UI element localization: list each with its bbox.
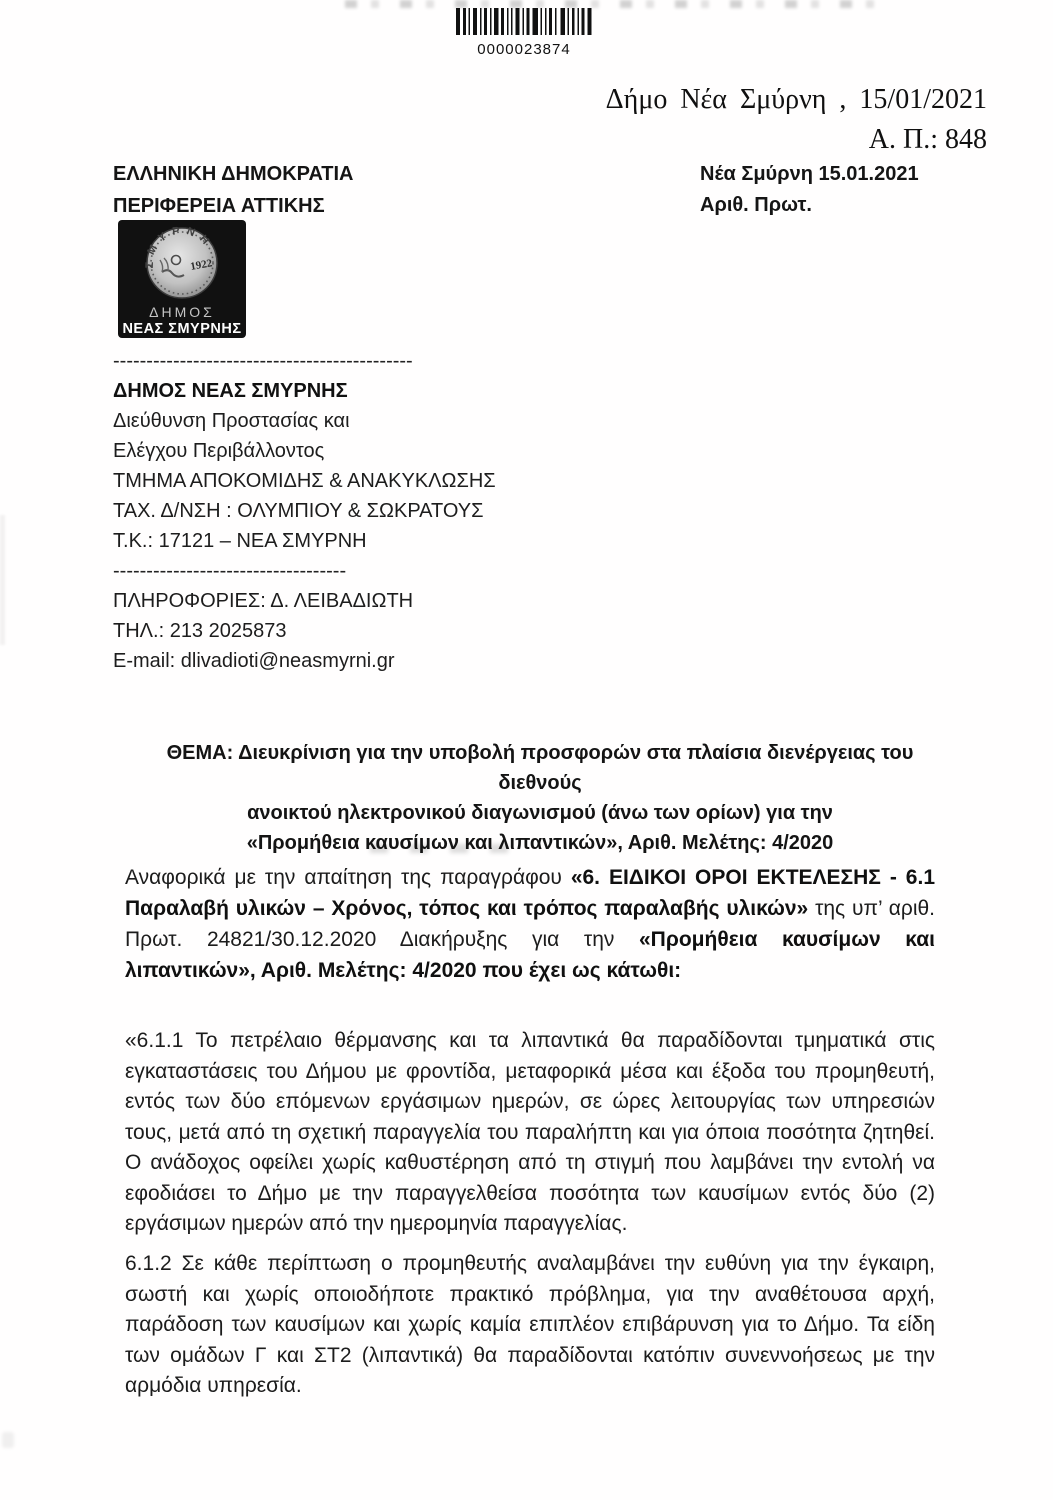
sender-directorate-line-2: Ελέγχου Περιβάλλοντος — [113, 440, 325, 462]
header-left-block — [113, 158, 354, 222]
subject-line-1: ΘΕΜΑ: Διευκρίνιση για την υποβολή προσφορών στα πλαίσια διενέργειας του διεθνούς — [166, 742, 914, 794]
header-protocol-label: Αριθ. Πρωτ. — [700, 194, 812, 216]
scan-artifact-top — [345, 0, 875, 8]
sender-department-line: ΤΜΗΜΑ ΑΠΟΚΟΜΙΔΗΣ & ΑΝΑΚΥΚΛΩΣΗΣ — [113, 470, 496, 492]
header-right-block — [700, 159, 919, 221]
barcode-icon — [456, 8, 593, 35]
subject-line-3: «Προμήθεια καυσίμων και λιπαντικών», Αριθ. Μελέτης: 4/2020 — [246, 832, 834, 854]
scan-artifact-bottom-left — [2, 1432, 14, 1448]
subject-line-2: ανοικτού ηλεκτρονικού διαγωνισμού (άνω των ορίων) για την — [247, 802, 833, 824]
logo-caption-neas-smyrnis: ΝΕΑΣ ΣΜΥΡΝΗΣ — [122, 321, 242, 337]
barcode-block — [450, 8, 598, 58]
attica-region-line: ΠΕΡΙΦΕΡΕΙΑ ΑΤΤΙΚΗΣ — [113, 195, 325, 217]
coin-emblem-icon — [118, 220, 246, 338]
sender-directorate-line-1: Διεύθυνση Προστασίας και — [113, 410, 350, 432]
contact-phone-line: ΤΗΛ.: 213 2025873 — [113, 620, 287, 642]
divider-top: --------------------------------------------- — [113, 350, 413, 372]
scan-artifact-left-edge — [0, 515, 5, 645]
divider-bottom: ----------------------------------- — [113, 560, 347, 582]
barcode-number: 0000023874 — [477, 41, 571, 58]
intro-text-mid: της υπ’ αριθ. Πρωτ. 24821/30.12.2020 Διακήρυξης για την — [125, 897, 935, 951]
stamp-date-line: Δήμο Νέα Σμύρνη , 15/01/2021 — [605, 84, 987, 115]
subject-block — [150, 738, 930, 858]
sender-address-line: ΤΑΧ. Δ/ΝΣΗ : ΟΛΥΜΠΙΟΥ & ΣΩΚΡΑΤΟΥΣ — [113, 500, 484, 522]
sender-postal-line: Τ.Κ.: 17121 – ΝΕΑ ΣΜΥΡΝΗ — [113, 530, 367, 552]
sender-name: ΔΗΜΟΣ ΝΕΑΣ ΣΜΥΡΝΗΣ — [113, 380, 348, 402]
intro-text-bold-title: «Προμήθεια καυσίμων και λιπαντικών», Αριθ. Μελέτης: 4/2020 που έχει ως κάτωθι: — [125, 928, 935, 982]
intro-text-pre: Αναφορικά με την απαίτηση της παραγράφου — [125, 866, 571, 889]
contact-info-line: ΠΛΗΡΟΦΟΡΙΕΣ: Δ. ΛΕΙΒΑΔΙΩΤΗ — [113, 590, 414, 612]
paragraph-6-1-2: 6.1.2 Σε κάθε περίπτωση ο προμηθευτής αναλαμβάνει την ευθύνη για την έγκαιρη, σωστή και χωρίς οποιοδήποτε πρακτικό πρόβλημα, για την αναθέτουσα αρχή, παράδοση των καυσίμων και χωρίς καμία επιπλέον επιβάρυνση για το Δήμο. Τα είδη των ομάδων Γ και ΣΤ2 (λιπαντικά) θα παραδίδονται κατόπιν συνεννοήσεως με την αρμόδια υπηρεσία. — [125, 1252, 935, 1397]
coin-year-text: 1922 — [189, 257, 214, 273]
intro-paragraph — [125, 862, 935, 986]
sender-block — [113, 346, 496, 676]
contact-email-line: E-mail: dlivadioti@neasmyrni.gr — [113, 650, 395, 672]
stamp-protocol-number: Α. Π.: 848 — [868, 124, 987, 155]
municipality-logo — [118, 220, 246, 338]
protocol-stamp — [606, 84, 987, 156]
intro-text-bold-terms: «6. ΕΙΔΙΚΟΙ ΟΡΟΙ ΕΚΤΕΛΕΣΗΣ - 6.1 Παραλαβή υλικών – Χρόνος, τόπος και τρόπος παραλαβής υλικών» — [125, 866, 935, 920]
coin-rim-text: ΣΜΥΡΝΗ — [143, 224, 216, 269]
logo-caption-dimos: ΔΗΜΟΣ — [149, 304, 215, 320]
paragraph-6-1-1: «6.1.1 Το πετρέλαιο θέρμανσης και τα λιπαντικά θα παραδίδονται τμηματικά στις εγκαταστάσεις του Δήμου με φροντίδα, μεταφορικά μέσα και έξοδα του προμηθευτή, εντός των δύο επόμενων εργάσιμων ημερών, σε ώρες λειτουργίας των υπηρεσιών τους, μετά από τη σχετική παραγγελία του παραλήπτη και για όποια ποσότητα ζητηθεί. Ο ανάδοχος οφείλει χωρίς καθυστέρηση από τη στιγμή που λαμβάνει την εντολή να εφοδιάσει το Δήμο με την παραγγελθείσα ποσότητα των καυσίμων εντός δύο (2) εργάσιμων ημερών από την ημερομηνία παραγγελίας. — [125, 1029, 935, 1235]
hellenic-republic-line: ΕΛΛΗΝΙΚΗ ΔΗΜΟΚΡΑΤΙΑ — [113, 163, 354, 185]
header-date-line: Νέα Σμύρνη 15.01.2021 — [700, 163, 919, 185]
